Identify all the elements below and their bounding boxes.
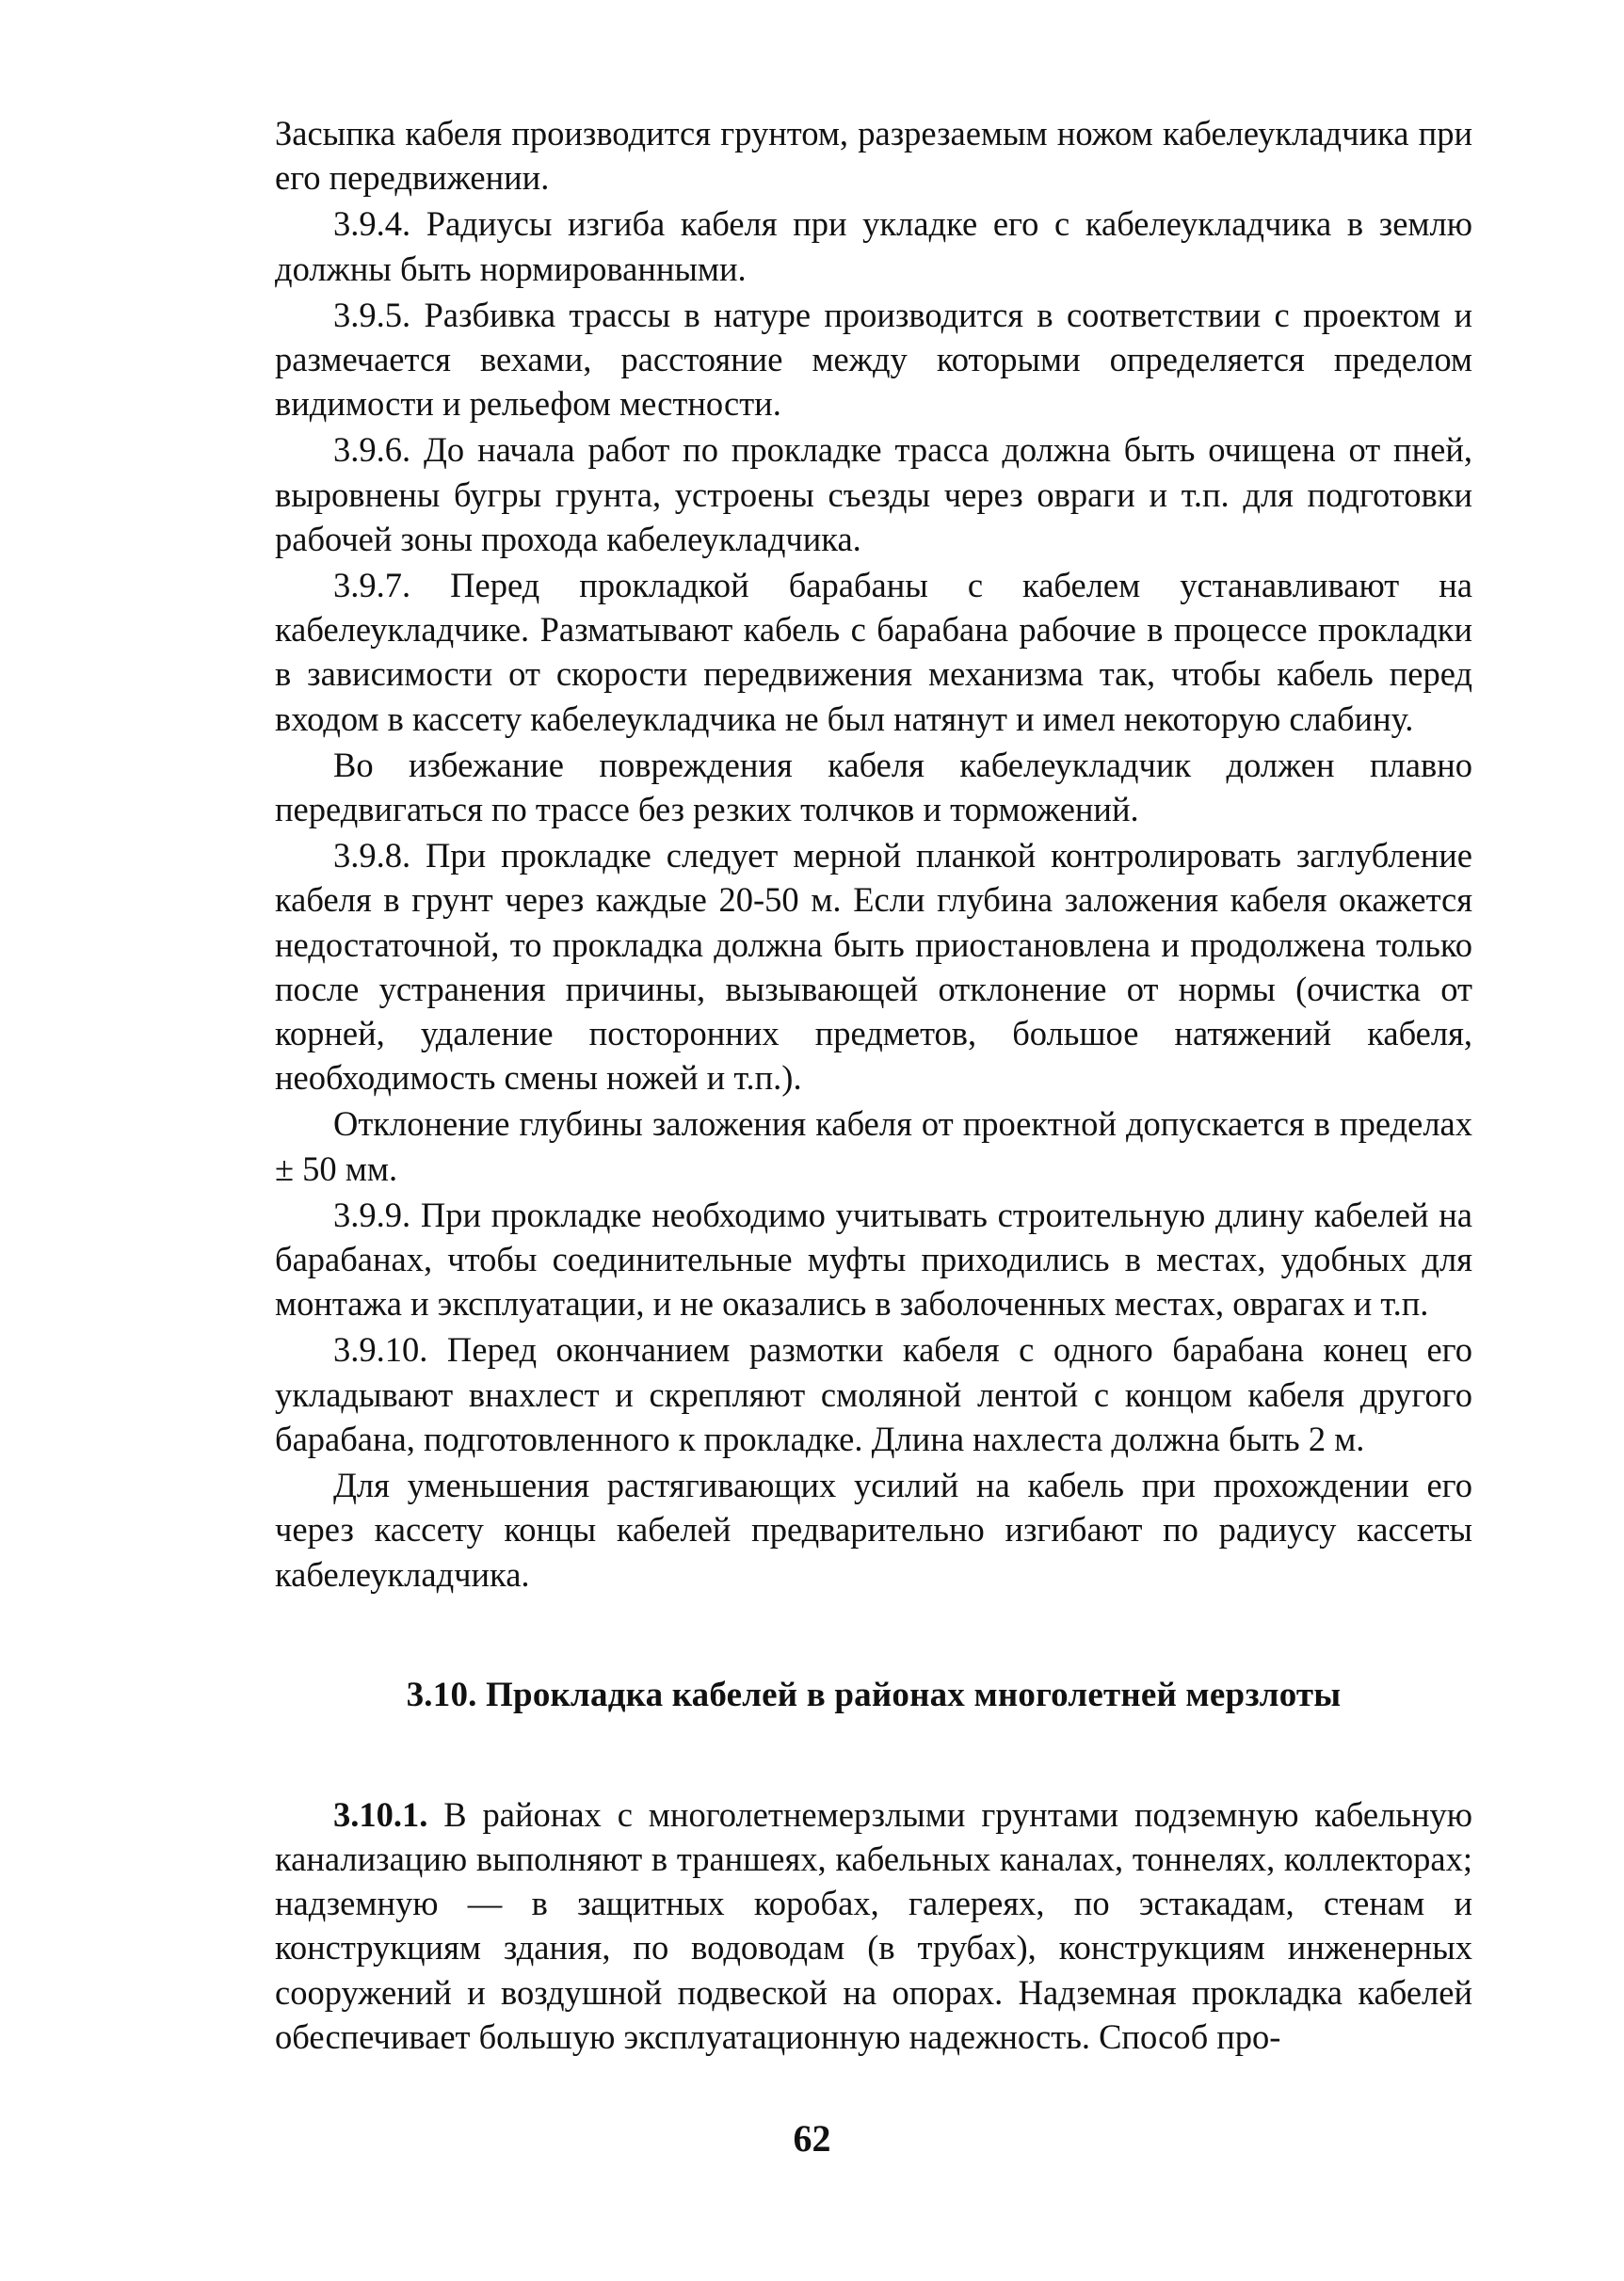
paragraph-3-9-8: 3.9.8. При прокладке следует мерной планкой контролировать заглубление кабеля в грунт через каждые 20-50 м. Если глубина заложения кабеля окажется недостаточной, то прокладка должна быть приостановлена и продолжена только после устранения причины, вызывающей отклонение от нормы (очистка от корней, удаление посторонних предметов, большое натяжений кабеля, необходимость смены ножей и т.п.). [275,836,1472,1098]
paragraph-body: В районах с многолетнемерзлыми грунтами подземную кабельную канализацию выполняют в траншеях, кабельных каналах, тоннелях, коллекторах; надземную — в защитных коробах, галереях, по эстакадам, стенам и конструкциям здания, по водоводам (в трубах), конструкциям инженерных сооружений и воздушной подвеской на опорах. Надземная прокладка кабелей обеспечивает большую эксплуатационную надежность. Способ про- [275,1794,1472,2056]
text-column [275,111,1472,2059]
paragraph-3-9-7: 3.9.7. Перед прокладкой барабаны с кабелем устанавливают на кабелеукладчике. Разматывают кабель с барабана рабочие в процессе прокладки в зависимости от скорости передвижения механизма так, чтобы кабель перед входом в кассету кабелеукладчика не был натянут и имел некоторую слабину. [275,566,1472,738]
paragraph-number: 3.10.1. [333,1794,428,1834]
paragraph-3-9-5: 3.9.5. Разбивка трассы в натуре производится в соответствии с проектом и размечается вехами, расстояние между которыми определяется пределом видимости и рельефом местности. [275,295,1472,424]
section-heading-3-10: 3.10. Прокладка кабелей в районах многолетней мерзлоты [406,1675,1342,1714]
paragraph-3-9-4: 3.9.4. Радиусы изгиба кабеля при укладке его с кабелеукладчика в землю должны быть нормированными. [275,204,1472,288]
page-number: 62 [793,2117,831,2160]
paragraph-3-10-1 [275,1792,1472,2059]
paragraph-depth-tolerance: Отклонение глубины заложения кабеля от проектной допускается в пределах ± 50 мм. [275,1104,1472,1188]
paragraph-3-9-6: 3.9.6. До начала работ по прокладке трасса должна быть очищена от пней, выровнены бугры грунта, устроены съезды через овраги и т.п. для подготовки рабочей зоны прохода кабелеукладчика. [275,430,1472,558]
paragraph-3-9-9: 3.9.9. При прокладке необходимо учитывать строительную длину кабелей на барабанах, чтобы соединительные муфты приходились в местах, удобных для монтажа и эксплуатации, и не оказались в заболоченных местах, оврагах и т.п. [275,1195,1472,1324]
paragraph-3-9-10: 3.9.10. Перед окончанием размотки кабеля с одного барабана конец его укладывают внахлест и скрепляют смоляной лентой с концом кабеля другого барабана, подготовленного к прокладке. Длина нахлеста должна быть 2 м. [275,1330,1472,1458]
paragraph-tension-reduction: Для уменьшения растягивающих усилий на кабель при прохождении его через кассету концы кабелей предварительно изгибают по радиусу кассеты кабелеукладчика. [275,1466,1472,1594]
paragraph-cable-backfill: Засыпка кабеля производится грунтом, разрезаемым ножом кабелеукладчика при его передвижении. [275,114,1472,198]
paragraph-damage-avoidance: Во избежание повреждения кабеля кабелеукладчик должен плавно передвигаться по трассе без резких толчков и торможений. [275,745,1472,829]
